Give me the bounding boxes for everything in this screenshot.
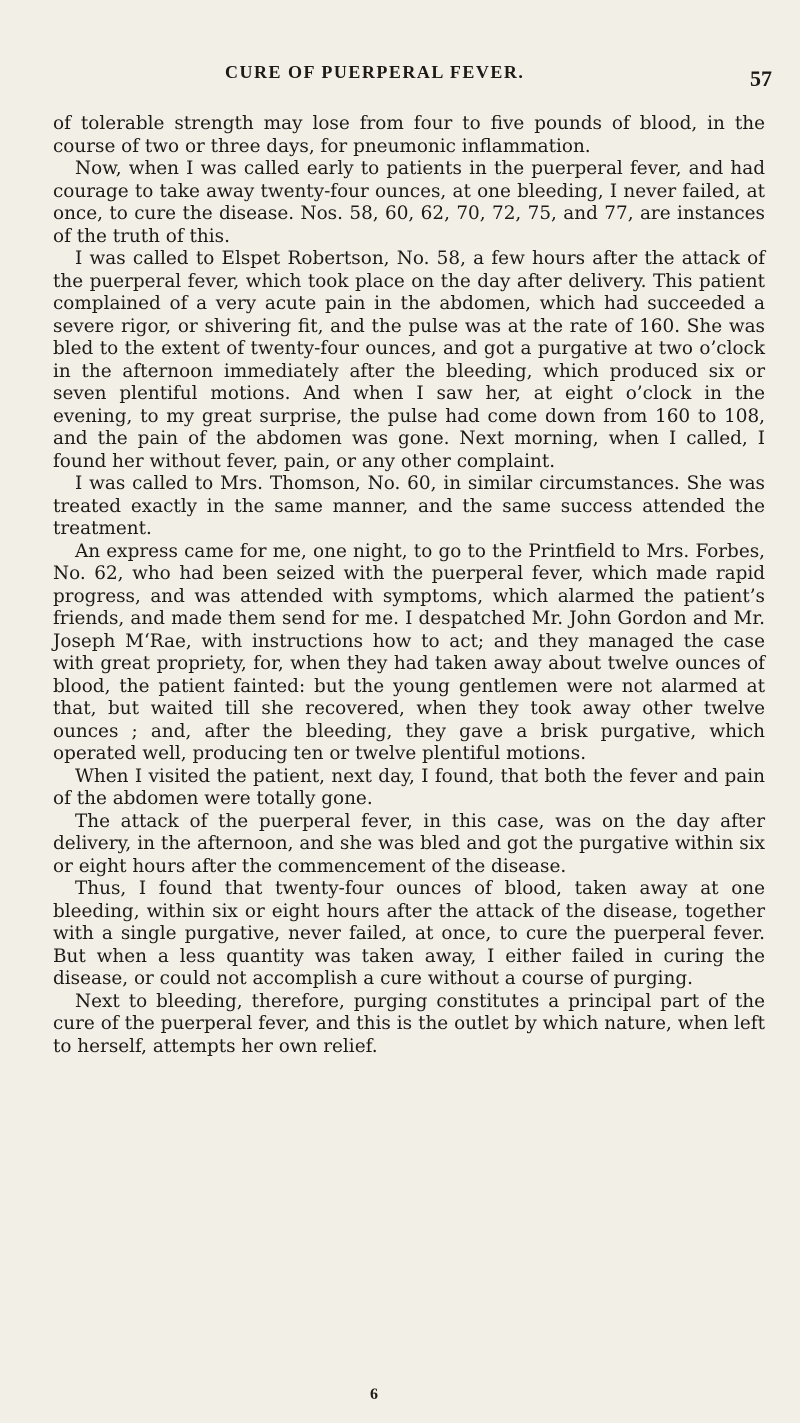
signature-mark: 6 [370,1386,378,1403]
paragraph: Next to bleeding, therefore, purging constitutes a principal part of the cure of the puerperal fever, and this is the outlet by which nature, when left to herself, attempts her own relief. [53,990,765,1057]
paragraph: Thus, I found that twenty-four ounces of blood, taken away at one bleeding, within six or eight hours after the attack of the disease, together with a single purgative, never failed, at once, to cure the puerperal fever. But when a less quantity was taken away, I either failed in curing the disease, or could not accomplish a cure without a course of purging. [53,878,765,989]
paragraph: I was called to Mrs. Thomson, No. 60, in similar circumstances. She was treated exactly in the same manner, and the same success attended the treatment. [53,473,765,539]
page-number: 57 [750,66,772,91]
paragraph: The attack of the puerperal fever, in this case, was on the day after delivery, in the afternoon, and she was bled and got the purgative within six or eight hours after the commencement of the disease. [53,810,765,877]
paragraph: of tolerable strength may lose from four to five pounds of blood, in the course of two or three days, for pneumonic inflammation. [53,113,765,157]
running-title: CURE OF PUERPERAL FEVER. [225,62,525,82]
paragraph: Now, when I was called early to patients in the puerperal fever, and had courage to take away twenty-four ounces, at one bleeding, I never failed, at once, to cure the disease. Nos. 58, 60, 62, 70, 72, 75, and 77, are instances of the truth of this. [53,158,765,247]
paragraph: An express came for me, one night, to go to the Printfield to Mrs. Forbes, No. 62, who had been seized with the puerperal fever, which made rapid progress, and was attended with symptoms, which alarmed the patient’s friends, and made them send for me. I despatched Mr. John Gordon and Mr. Joseph M‘Rae, with instructions how to act; and they managed the case with great propriety, for, when they had taken away about twelve ounces of blood, the patient fainted: but the young gentlemen were not alarmed at that, but waited till she recovered, when they took away other twelve ounces ; and, after the bleeding, they gave a brisk purgative, which operated well, producing ten or twelve plentiful motions. [53,540,765,764]
paragraph: I was called to Elspet Robertson, No. 58, a few hours after the attack of the puerperal fever, which took place on the day after delivery. This patient complained of a very acute pain in the abdomen, which had succeeded a severe rigor, or shivering fit, and the pulse was at the rate of 160. She was bled to the extent of twenty-four ounces, and got a purgative at two o’clock in the afternoon immediately after the bleeding, which produced six or seven plentiful motions. And when I saw her, at eight o’clock in the evening, to my great surprise, the pulse had come down from 160 to 108, and the pain of the abdomen was gone. Next morning, when I called, I found her without fever, pain, or any other complaint. [53,248,765,472]
body-text [53,113,765,1058]
paragraph: When I visited the patient, next day, I found, that both the fever and pain of the abdomen were totally gone. [53,765,765,809]
running-head [52,58,772,91]
